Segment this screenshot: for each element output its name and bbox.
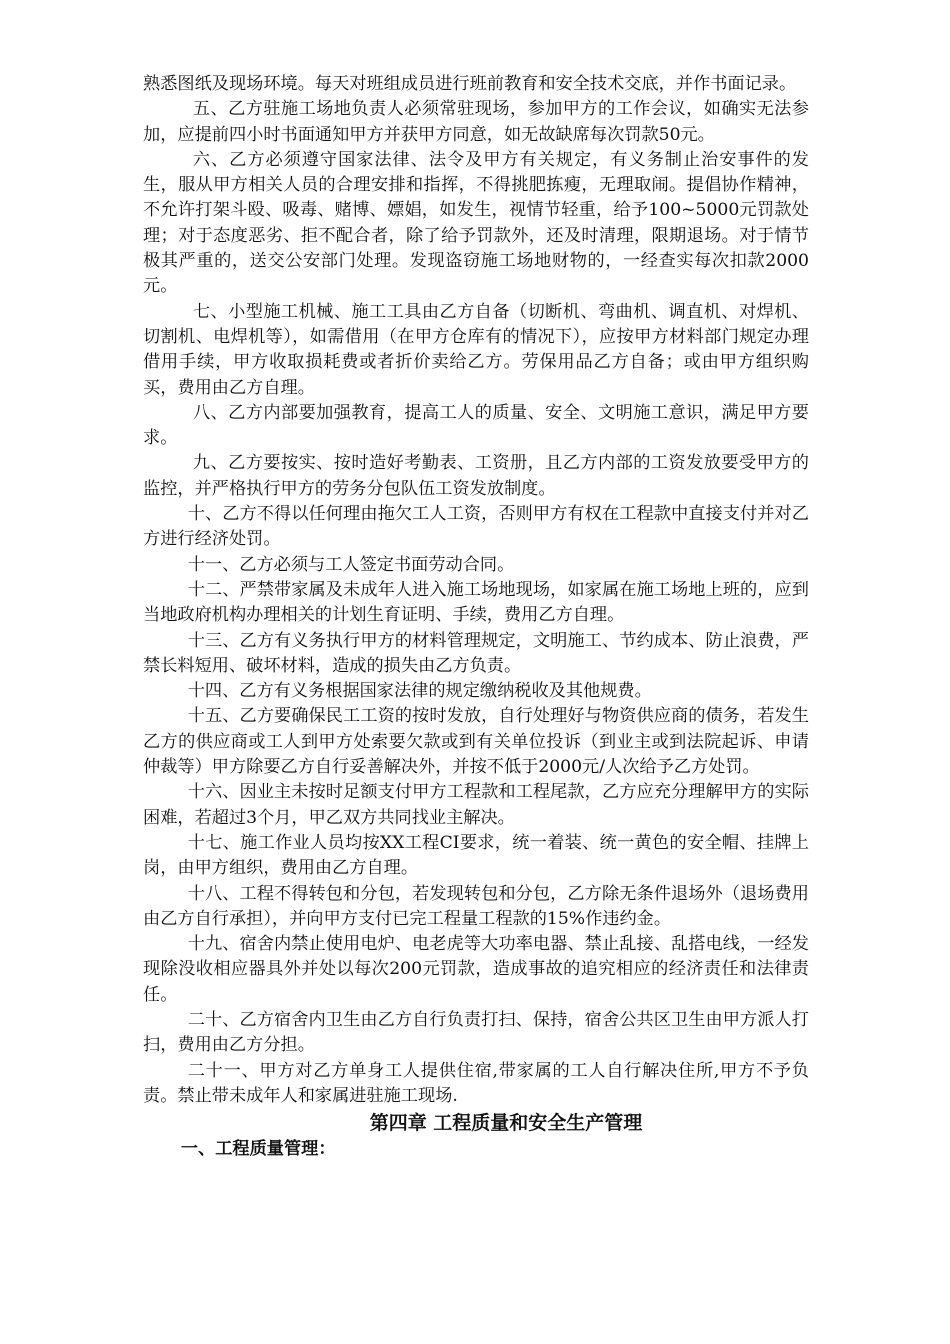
paragraph-item-12: 十二、严禁带家属及未成年人进入施工场地现场，如家属在施工场地上班的，应到当地政府机构办理相关的计划生育证明、手续，费用乙方自理。	[143, 579, 809, 626]
paragraph-item-15: 十五、乙方要确保民工工资的按时发放，自行处理好与物资供应商的债务，若发生乙方的供应商或工人到甲方处索要欠款或到有关单位投诉（到业主或到法院起诉、申请仲裁等）甲方除要乙方自行妥善解决外，并按不低于2000元/人次给予乙方处罚。	[143, 706, 809, 778]
paragraph-item-9: 九、乙方要按实、按时造好考勤表、工资册，且乙方内部的工资发放要受甲方的监控，并严格执行甲方的劳务分包队伍工资发放制度。	[143, 453, 809, 499]
paragraph-item-16: 十六、因业主未按时足额支付甲方工程款和工程尾款，乙方应充分理解甲方的实际困难，若超过3个月，甲乙双方共同找业主解决。	[143, 782, 809, 828]
paragraph-item-13: 十三、乙方有义务执行甲方的材料管理规定，文明施工、节约成本、防止浪费，严禁长料短用、破坏材料，造成的损失由乙方负责。	[143, 630, 809, 676]
paragraph-item-5: 五、乙方驻施工场地负责人必须常驻现场，参加甲方的工作会议，如确实无法参加，应提前四小时书面通知甲方并获甲方同意，如无故缺席每次罚款50元。	[143, 99, 809, 145]
paragraph-continuation: 熟悉图纸及现场环境。每天对班组成员进行班前教育和安全技术交底，并作书面记录。	[143, 74, 797, 94]
section-title: 一、工程质量管理：	[180, 1139, 336, 1160]
paragraph-item-14: 十四、乙方有义务根据国家法律的规定缴纳税收及其他规费。	[187, 681, 652, 702]
chapter-title: 第四章 工程质量和安全生产管理	[369, 1112, 643, 1135]
paragraph-item-10: 十、乙方不得以任何理由拖欠工人工资，否则甲方有权在工程款中直接支付并对乙方进行经济处罚。	[143, 504, 809, 550]
paragraph-item-17: 十七、施工作业人员均按XX工程CI要求，统一着装、统一黄色的安全帽、挂牌上岗，由甲方组织，费用由乙方自理。	[143, 832, 809, 879]
paragraph-item-19: 十九、宿舍内禁止使用电炉、电老虎等大功率电器、禁止乱接、乱搭电线，一经发现除没收相应器具外并处以每次200元罚款，造成事故的追究相应的经济责任和法律责任。	[143, 934, 809, 1005]
paragraph-item-7: 七、小型施工机械、施工工具由乙方自备（切断机、弯曲机、调直机、对焊机、切割机、电焊机等），如需借用（在甲方仓库有的情况下），应按甲方材料部门规定办理借用手续，甲方收取损耗费或者折价卖给乙方。劳保用品乙方自备；或由甲方组织购买，费用由乙方自理。	[143, 301, 809, 398]
paragraph-item-18: 十八、工程不得转包和分包，若发现转包和分包，乙方除无条件退场外（退场费用由乙方自行承担），并向甲方支付已完工程量工程款的15%作违约金。	[143, 883, 809, 929]
paragraph-item-21: 二十一、甲方对乙方单身工人提供住宿,带家属的工人自行解决住所,甲方不予负责。禁止带未成年人和家属进驻施工现场.	[143, 1060, 809, 1106]
paragraph-item-8: 八、乙方内部要加强教育，提高工人的质量、安全、文明施工意识，满足甲方要求。	[143, 402, 809, 449]
body-text	[143, 72, 809, 1162]
paragraph-item-11: 十一、乙方必须与工人签定书面劳动合同。	[187, 554, 515, 575]
paragraph-item-6: 六、乙方必须遵守国家法律、法令及甲方有关规定，有义务制止治安事件的发生，服从甲方相关人员的合理安排和指挥，不得挑肥拣瘦，无理取闹。提倡协作精神，不允许打架斗殴、吸毒、赌博、嫖娼，如发生，视情节轻重，给予100~5000元罚款处理；对于态度恶劣、拒不配合者，除了给予罚款外，还及时清理，限期退场。对于情节极其严重的，送交公安部门处理。发现盗窃施工场地财物的，一经查实每次扣款2000元。	[143, 149, 809, 297]
paragraph-item-20: 二十、乙方宿舍内卫生由乙方自行负责打扫、保持，宿舍公共区卫生由甲方派人打扫，费用由乙方分担。	[143, 1009, 809, 1056]
